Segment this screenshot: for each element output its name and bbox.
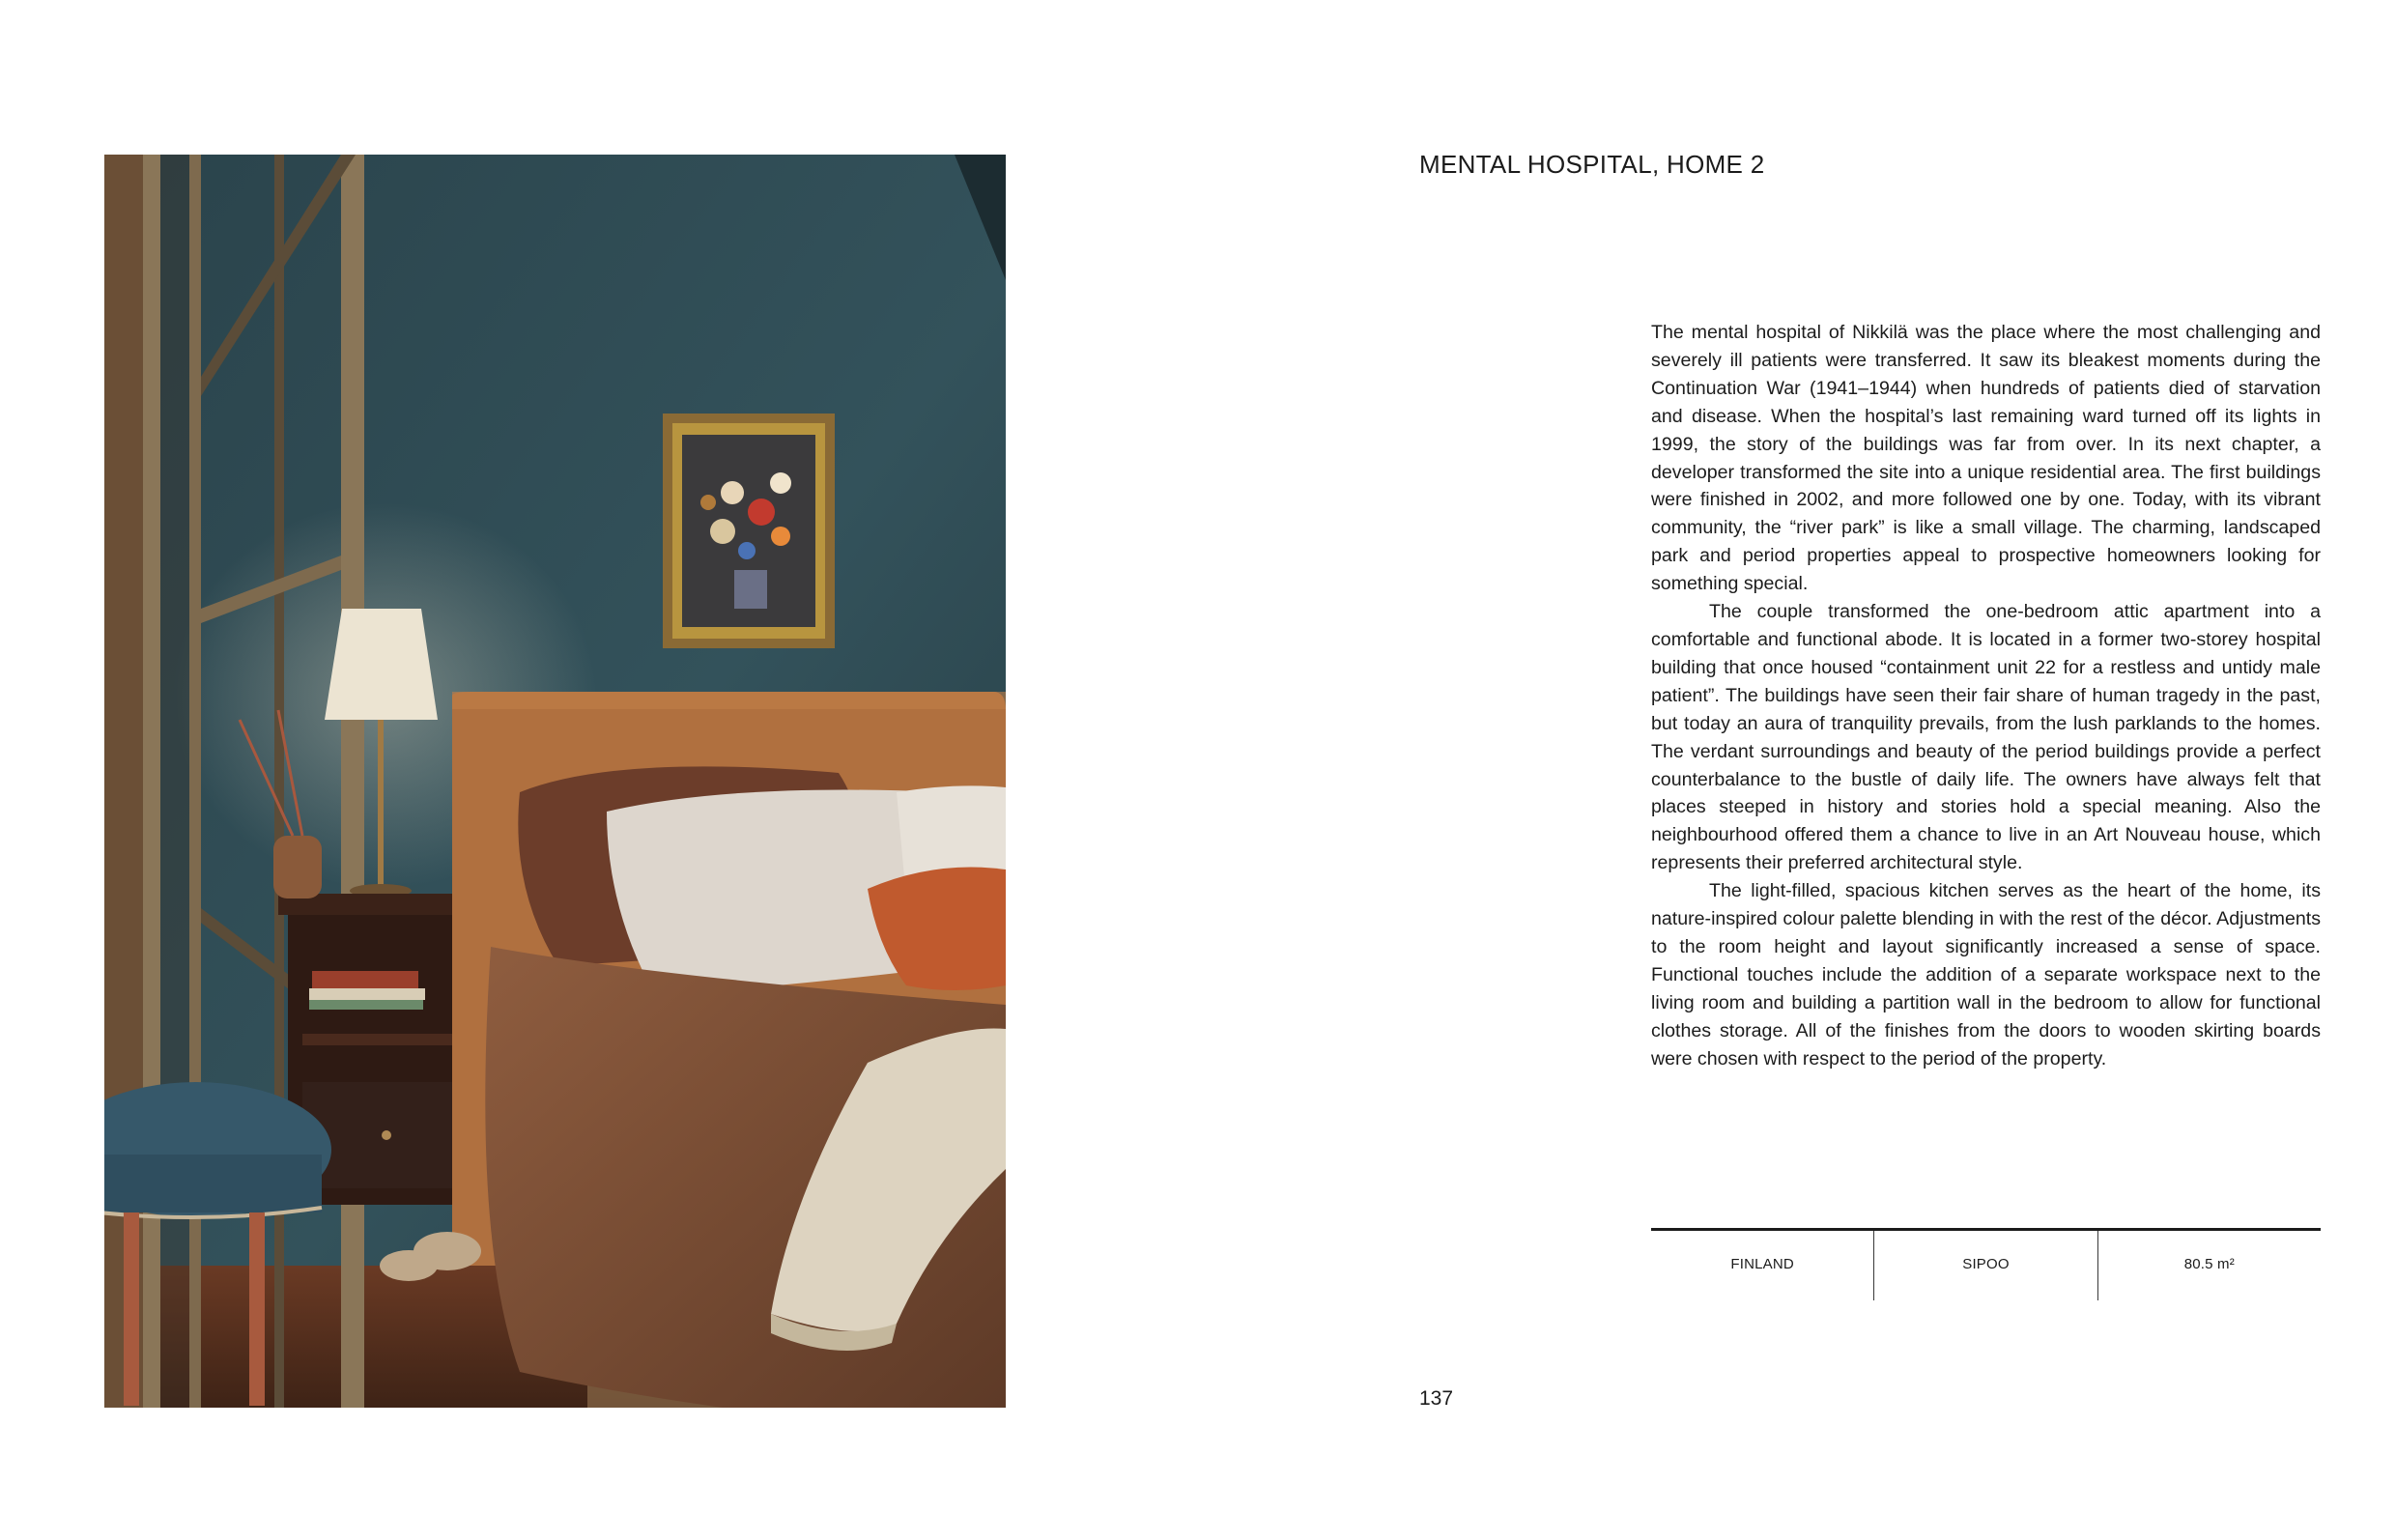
fact-city: SIPOO	[1874, 1231, 2097, 1300]
paragraph: The light-filled, spacious kitchen serves as the heart of the home, its nature-inspired colour palette blending in with the rest of the décor. Adjustments to the room height and layout significantly increased a sense of space. Functional touches include the addition of a separate workspace next to the living room and building a partition wall in the bedroom to allow for functional clothes storage. All of the finishes from the doors to wooden skirting boards were chosen with respect to the period of the property.	[1651, 880, 2321, 1069]
bedroom-photo	[104, 155, 1006, 1408]
facts-table	[1651, 1228, 2321, 1300]
pillows	[518, 766, 1006, 995]
article-body	[1651, 319, 2321, 1072]
paragraph: The mental hospital of Nikkilä was the place where the most challenging and severely ill patients were transferred. It saw its bleakest moments during the Continuation War (1941–1944) when hundreds of patients died of starvation and disease. When the hospital’s last remaining ward turned off its lights in 1999, the story of the buildings was far from over. In its next chapter, a developer transformed the site into a unique residential area. The first buildings were finished in 2002, and more followed one by one. Today, with its vibrant community, the “river park” is like a small village. The charming, landscaped park and period properties appeal to prospective homeowners looking for something special.	[1651, 322, 2321, 595]
page-number: 137	[1419, 1387, 1454, 1410]
framed-painting	[663, 414, 835, 648]
fact-country: FINLAND	[1651, 1231, 1874, 1300]
fact-area: 80.5 m²	[2183, 1255, 2235, 1272]
article-title: MENTAL HOSPITAL, HOME 2	[1419, 150, 1765, 179]
bedroom-illustration	[104, 155, 1006, 1408]
paragraph: The couple transformed the one-bedroom attic apartment into a comfortable and functional abode. It is located in a former two-storey hospital building that once housed “containment unit 22 for a restless and untidy male patient”. The buildings have seen their fair share of human tragedy in the past, but today an aura of tranquility prevails, from the lush parklands to the homes. The verdant surroundings and beauty of the period buildings provide a perfect counterbalance to the bustle of daily life. The owners have always felt that places steeped in history and stories hold a special meaning. Also the neighbourhood offered them a chance to live in an Art Nouveau house, which represents their preferred architectural style.	[1651, 601, 2321, 874]
